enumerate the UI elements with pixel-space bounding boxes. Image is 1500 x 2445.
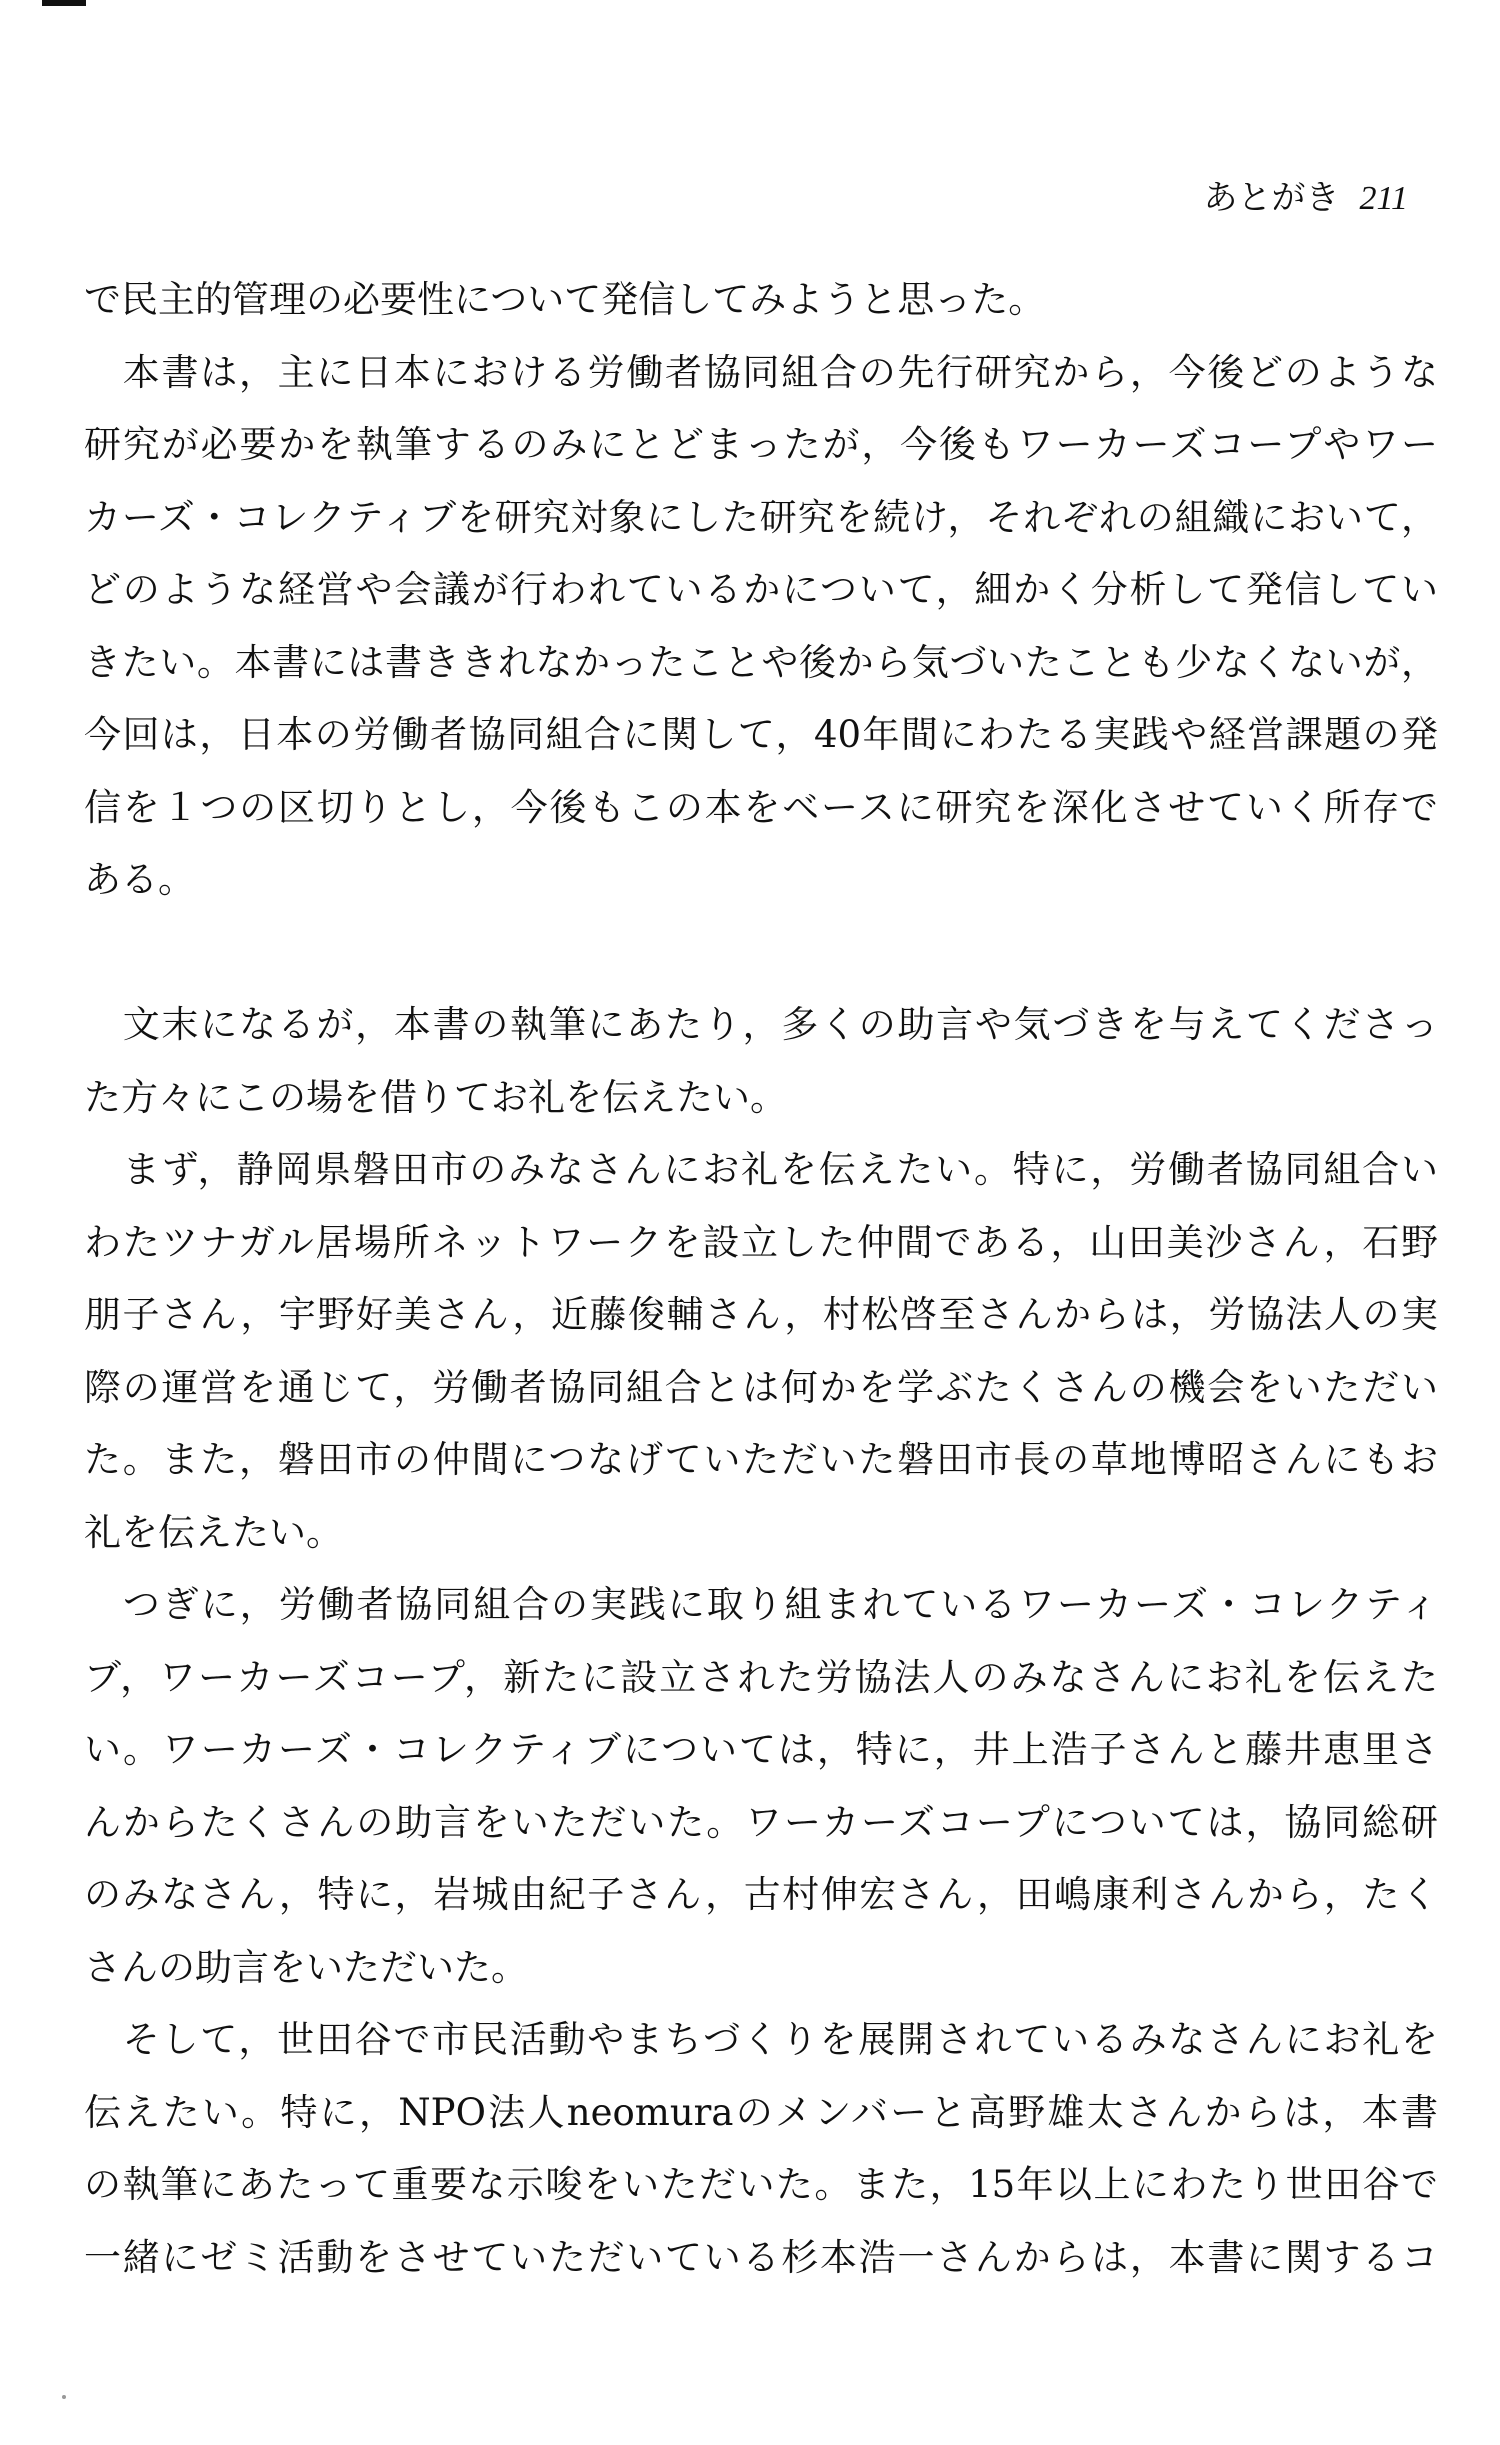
- paragraph: [84, 989, 1438, 1134]
- text-line: そして，世田谷で市民活動やまちづくりを展開されているみなさんにお礼を: [84, 2018, 1438, 2061]
- running-head-title: あとがき: [1203, 178, 1340, 218]
- corner-crop-mark: [42, 0, 86, 6]
- text-line: 今回は，日本の労働者協同組合に関して，40年間にわたる実践や経営課題の発: [84, 713, 1438, 756]
- text-body: [84, 264, 1438, 2294]
- text-line: た。また，磐田市の仲間につなげていただいた磐田市長の草地博昭さんにもお: [84, 1438, 1438, 1481]
- text-line: まず，静岡県磐田市のみなさんにお礼を伝えたい。特に，労働者協同組合い: [84, 1148, 1438, 1191]
- text-line: わたツナガル居場所ネットワークを設立した仲間である，山田美沙さん，石野: [84, 1220, 1438, 1264]
- text-line: 朋子さん，宇野好美さん，近藤俊輔さん，村松啓至さんからは，労協法人の実: [84, 1293, 1438, 1336]
- text-line: どのような経営や会議が行われているかについて，細かく分析して発信してい: [84, 568, 1438, 611]
- text-line: つぎに，労働者協同組合の実践に取り組まれているワーカーズ・コレクティ: [84, 1583, 1438, 1626]
- paragraph: [84, 264, 1438, 337]
- text-line: ブ，ワーカーズコープ，新たに設立された労協法人のみなさんにお礼を伝えた: [84, 1655, 1438, 1699]
- text-line: 信を１つの区切りとし，今後もこの本をベースに研究を深化させていく所存で: [84, 785, 1438, 829]
- text-line: 研究が必要かを執筆するのみにとどまったが，今後もワーカーズコープやワー: [84, 423, 1438, 466]
- text-line: んからたくさんの助言をいただいた。ワーカーズコープについては，協同総研: [84, 1800, 1438, 1844]
- text-line: のみなさん，特に，岩城由紀子さん，古村伸宏さん，田嶋康利さんから，たく: [84, 1873, 1438, 1916]
- text-line: 伝えたい。特に，NPO法人neomuraのメンバーと高野雄太さんからは，本書: [84, 2090, 1438, 2134]
- paragraph: [84, 2004, 1438, 2294]
- paragraph: [84, 1569, 1438, 2004]
- text-line: きたい。本書には書ききれなかったことや後から気づいたことも少なくないが，: [84, 640, 1438, 684]
- text-line: 礼を伝えたい。: [84, 1510, 343, 1554]
- running-head: [1204, 176, 1408, 221]
- text-line: で民主的管理の必要性について発信してみようと思った。: [84, 278, 1046, 321]
- text-line: 文末になるが，本書の執筆にあたり，多くの助言や気づきを与えてくださっ: [84, 1003, 1438, 1046]
- paragraph: [84, 1134, 1438, 1569]
- text-line: 際の運営を通じて，労働者協同組合とは何かを学ぶたくさんの機会をいただい: [84, 1365, 1438, 1409]
- page-number: 211: [1359, 180, 1408, 217]
- text-line: 一緒にゼミ活動をさせていただいている杉本浩一さんからは，本書に関するコ: [84, 2235, 1438, 2279]
- section-gap: [84, 917, 1438, 990]
- text-line: た方々にこの場を借りてお礼を伝えたい。: [84, 1075, 787, 1119]
- text-line: カーズ・コレクティブを研究対象にした研究を続け，それぞれの組織において，: [84, 495, 1438, 539]
- text-line: 本書は，主に日本における労働者協同組合の先行研究から，今後どのような: [84, 350, 1438, 394]
- text-line: さんの助言をいただいた。: [84, 1945, 528, 1989]
- text-line: ある。: [84, 858, 195, 901]
- text-line: い。ワーカーズ・コレクティブについては，特に，井上浩子さんと藤井恵里さ: [84, 1728, 1438, 1771]
- scan-speck: [62, 2395, 66, 2399]
- paragraph: [84, 337, 1438, 917]
- text-line: の執筆にあたって重要な示唆をいただいた。また，15年以上にわたり世田谷で: [84, 2163, 1438, 2206]
